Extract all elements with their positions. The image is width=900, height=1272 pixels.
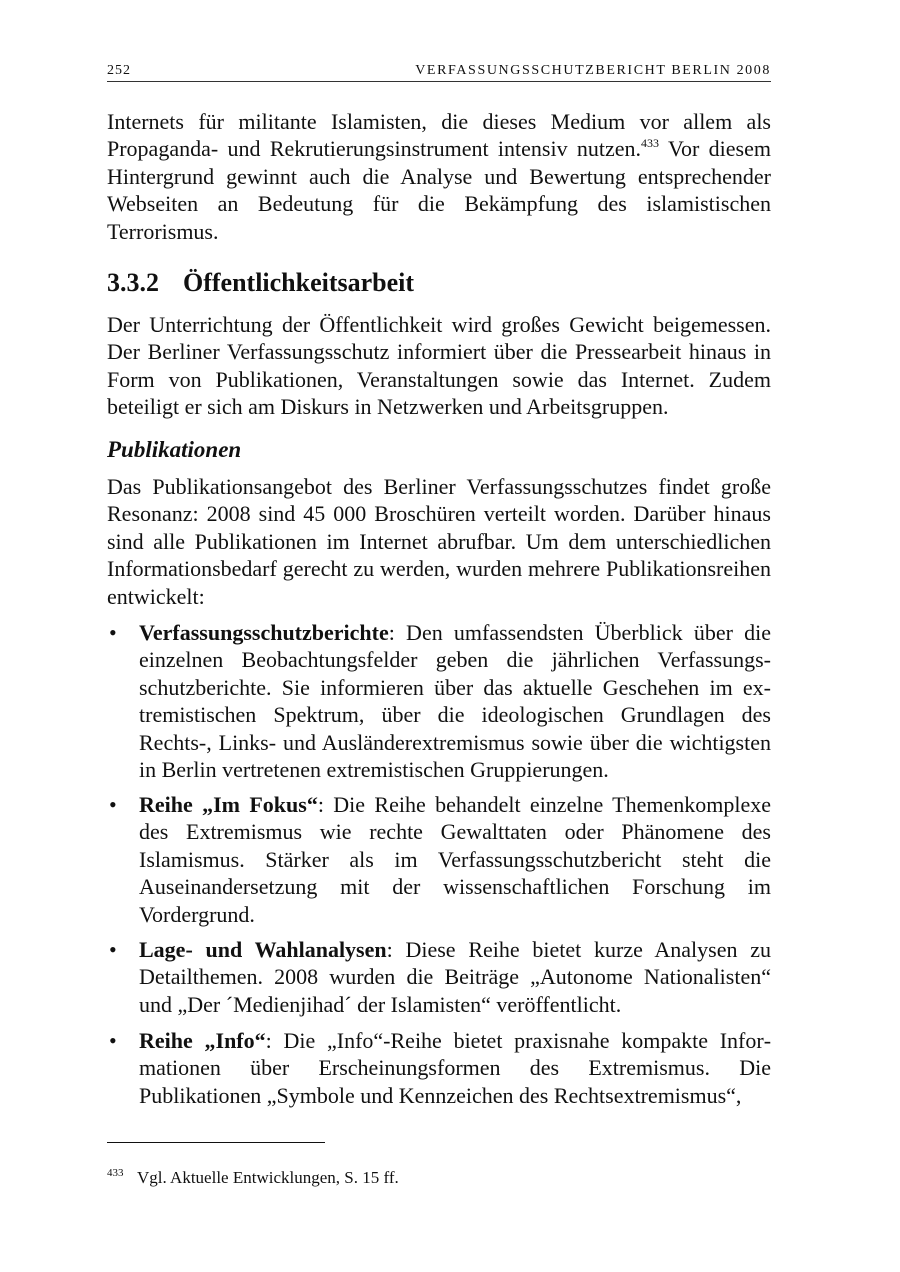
- bullet-icon: •: [109, 792, 117, 817]
- section-heading: [107, 268, 771, 298]
- intro-text-continued: Vor diesem Hintergrund gewinnt auch die Analyse und Bewertung entsprechender Webseiten an Bedeutung für die Bekämpfung des islamistischen Terrorismus.: [107, 136, 771, 244]
- section-number: 3.3.2: [107, 268, 159, 297]
- list-item: [107, 1027, 771, 1109]
- list-item: [107, 936, 771, 1018]
- bullet-term: Verfassungsschutzberichte: [139, 620, 389, 645]
- bullet-text: : Die „Info“-Reihe bietet praxisnahe kompakte Informationen über Erscheinungsformen des Extremismus. Die Publikationen „Symbole und Kennzeichen des Rechtsextremismus“,: [139, 1028, 772, 1108]
- publications-paragraph-text: Das Publikationsangebot des Berliner Verfassungsschutzes findet große Resonanz: 2008 sind 45 000 Broschüren verteilt worden. Darüber hinaus sind alle Publikationen im Internet abrufbar. Um dem unterschiedlichen Informationsbedarf gerecht zu werden, wurden mehrere Publikationsreihen entwickelt:: [107, 474, 771, 609]
- bullet-text: : Die Reihe behandelt einzelne Themenkomplexe des Extremismus wie rechte Gewalttaten oder Phänomene des Islamismus. Stärker als im Verfassungsschutzbericht steht die Auseinandersetzung mit der wissenschaftlichen Forschung im Vordergrund.: [139, 792, 771, 927]
- running-title: VERFASSUNGSSCHUTZBERICHT BERLIN 2008: [415, 63, 771, 78]
- section-paragraph-text: Der Unterrichtung der Öffentlichkeit wird großes Gewicht beigemessen. Der Berliner Verfassungsschutz informiert über die Pressearbeit hinaus in Form von Publikationen, Veranstaltungen sowie das Internet. Zudem beteiligt er sich am Diskurs in Netzwerken und Arbeitsgruppen.: [107, 312, 771, 420]
- bullet-text: : Diese Reihe bietet kurze Analysen zu Detailthemen. 2008 wurden die Beiträge „Autonome Nationalisten“ und „Der ´Medienjihad´ der Islamisten“ veröffentlicht.: [139, 937, 771, 1017]
- bullet-text: : Den umfassendsten Überblick über die einzelnen Beobachtungsfelder geben die jährlichen Verfassungsschutzberichte. Sie informieren über das aktuelle Geschehen im extremistischen Spektrum, über die ideologischen Grundlagen des Rechts-, Links- und Ausländerextremismus sowie über die wichtigsten in Berlin vertretenen extremistischen Gruppierungen.: [139, 620, 771, 783]
- footnote-text: Vgl. Aktuelle Entwicklungen, S. 15 ff.: [137, 1168, 399, 1187]
- bullet-icon: •: [109, 937, 117, 962]
- section-paragraph: [107, 311, 771, 421]
- bullet-term: Reihe „Info“: [139, 1028, 266, 1053]
- list-item: [107, 619, 771, 783]
- footnote-reference[interactable]: 433: [641, 136, 660, 151]
- bullet-term: Lage- und Wahlanalysen: [139, 937, 387, 962]
- publications-subheading: Publikationen: [107, 437, 242, 462]
- intro-paragraph: [107, 108, 771, 245]
- running-header: [107, 64, 771, 82]
- publications-paragraph: [107, 473, 771, 610]
- footnote-number: 433: [107, 1167, 124, 1179]
- page-number: 252: [107, 63, 131, 78]
- intro-text: Internets für militante Islamisten, die dieses Medium vor allem als Propaganda- und Rekrutierungsinstrument intensiv nutzen.: [107, 109, 771, 162]
- section-title: Öffentlichkeitsarbeit: [183, 268, 415, 297]
- bullet-icon: •: [109, 1028, 117, 1053]
- footnote-separator: [107, 1142, 325, 1143]
- bullet-icon: •: [109, 620, 117, 645]
- bullet-term: Reihe „Im Fokus“: [139, 792, 318, 817]
- list-item: [107, 791, 771, 928]
- footnote: [107, 1162, 771, 1189]
